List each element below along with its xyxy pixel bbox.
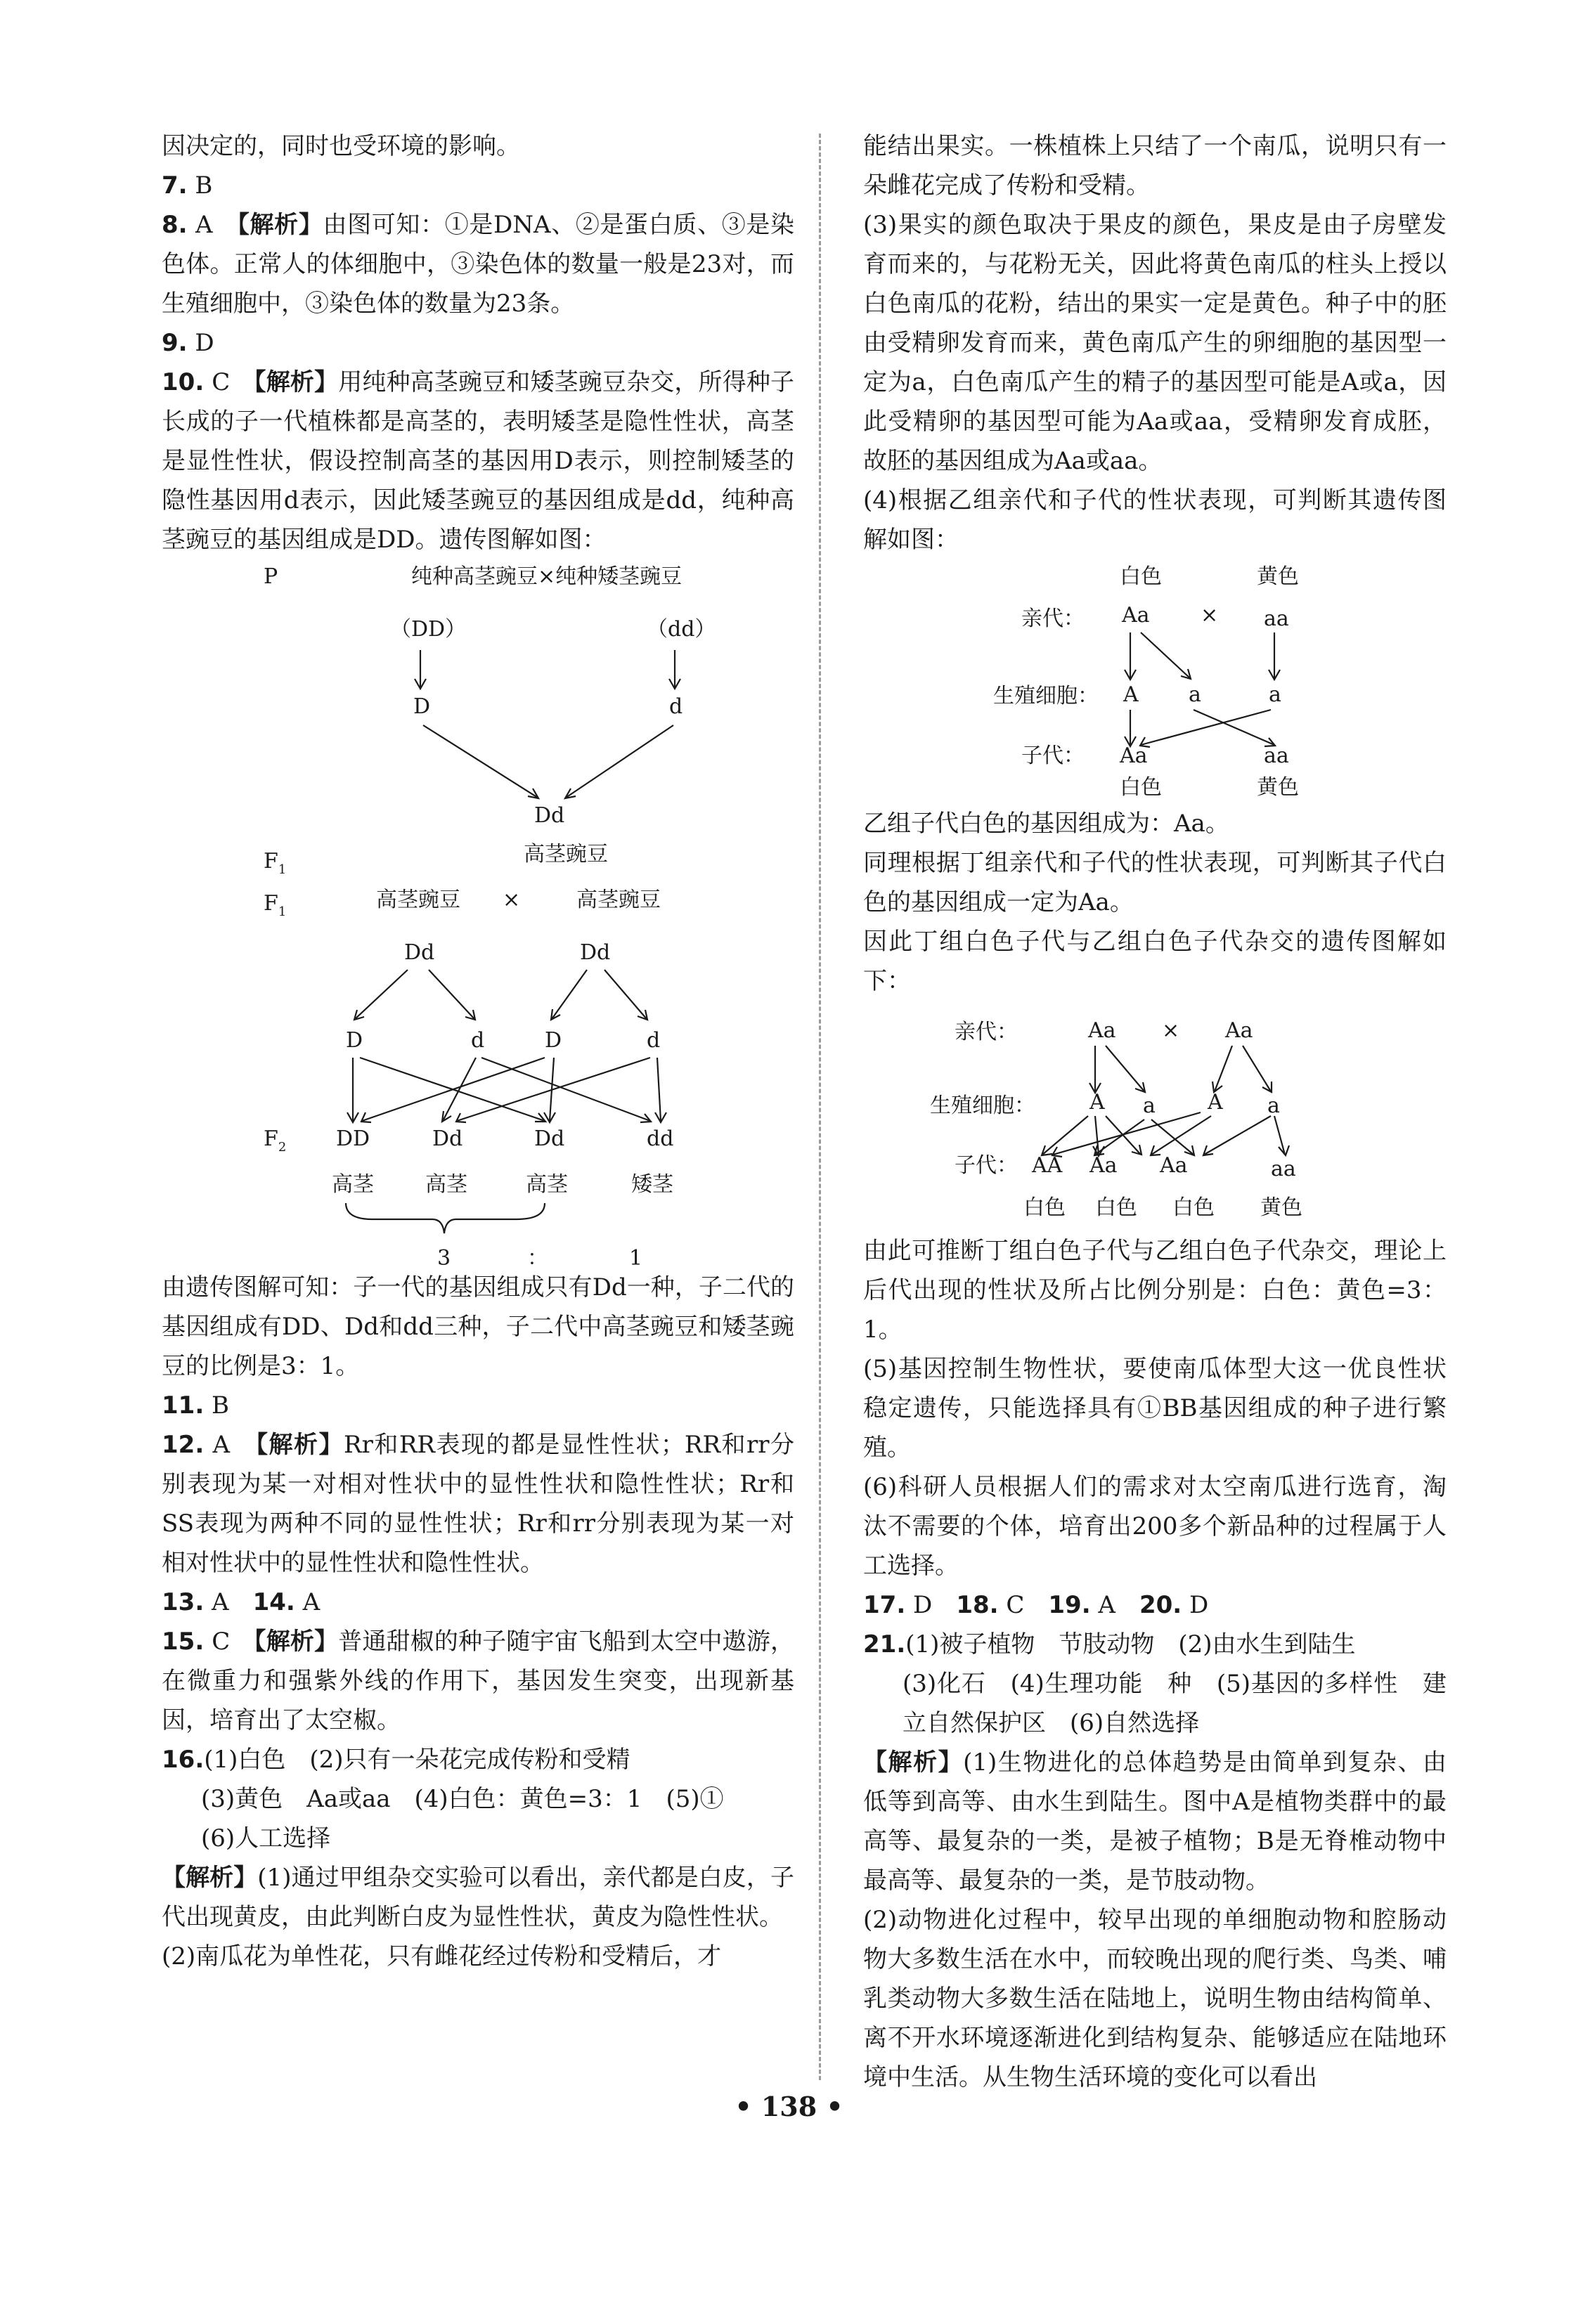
- label-f2: $F_2$: [264, 1127, 287, 1155]
- offspring-1: DD: [336, 1127, 370, 1151]
- q16-para-6: 同理根据丁组亲代和子代的性状表现，可判断其子代白色的基因组成一定为Aa。: [863, 849, 1447, 916]
- label-parent: 亲代：: [1021, 606, 1085, 631]
- f1-cross-times: ×: [503, 888, 521, 912]
- answer-12: 12. A 【解析】Rr和RR表现的都是显性性状；RR和rr分别表现为某一对相对性状中的显性性状和隐性性状；Rr和SS表现为两种不同的显性性状；Rr和rr分别表现为某一对相对性状中的显性性状和隐性性状。: [162, 1431, 795, 1577]
- answer-16: 16.(1)白色 (2)只有一朵花完成传粉和受精: [162, 1746, 630, 1774]
- offspring-aa-low: aa: [1264, 744, 1289, 768]
- offspring-aa-cap: Aa: [1120, 744, 1148, 768]
- answer-16-line2: (3)黄色 Aa或aa (4)白色：黄色=3：1 (5)①: [201, 1785, 724, 1813]
- label-offspring: 子代：: [1021, 744, 1085, 768]
- f1-parent-a: Dd: [404, 940, 435, 965]
- zygote-dd: Dd: [534, 803, 565, 828]
- label-parent-2: 亲代：: [955, 1020, 1018, 1044]
- continuation-line: 因决定的，同时也受环境的影响。: [162, 132, 520, 160]
- offspring-yellow: 黄色: [1257, 775, 1299, 800]
- column-divider: [819, 134, 821, 2080]
- ratio-colon: ：: [527, 1246, 548, 1265]
- color-2: 白色: [1095, 1195, 1137, 1220]
- f1-cross-b: 高茎豌豆: [576, 888, 661, 912]
- cross-text: 纯种高茎豌豆×纯种矮茎豌豆: [411, 564, 683, 589]
- answer-15: 15. C 【解析】普通甜椒的种子随宇宙飞船到太空中遨游，在微重力和强紫外线的作用下，基因发生突变，出现新基因，培育出了太空椒。: [162, 1628, 795, 1734]
- f1-parent-b: Dd: [580, 940, 611, 965]
- q16-para-1: 能结出果实。一株植株上只结了一个南瓜，说明只有一朵雌花完成了传粉和受精。: [863, 132, 1447, 200]
- gamete-a-low2: a: [1269, 682, 1281, 707]
- q16-explanation-1: 【解析】(1)通过甲组杂交实验可以看出，亲代都是白皮，子代出现黄皮，由此判断白皮为显性性状，黄皮为隐性性状。: [162, 1864, 794, 1931]
- answer-11: 11. B: [162, 1391, 230, 1420]
- color-3: 白色: [1172, 1195, 1215, 1220]
- parent-aa-low: aa: [1264, 606, 1289, 631]
- q16-para-8: 由此可推断丁组白色子代与乙组白色子代杂交，理论上后代出现的性状及所占比例分别是：白色：黄色=3：1。: [863, 1237, 1447, 1344]
- offspring-white: 白色: [1120, 775, 1162, 800]
- brace: [346, 1203, 545, 1233]
- answer-17-20: 17. D 18. C 19. A 20. D: [863, 1591, 1209, 1619]
- color-4: 黄色: [1260, 1195, 1302, 1220]
- f1-cross-a: 高茎豌豆: [376, 888, 460, 912]
- answer-8: 8. A 【解析】由图可知：①是DNA、②是蛋白质、③是染色体。正常人的体细胞中，③染色体的数量一般是23对，而生殖细胞中，③染色体的数量为23条。: [162, 211, 795, 318]
- answer-21-line2: (3)化石 (4)生理功能 种 (5)基因的多样性 建立自然保护区 (6)自然选择: [903, 1670, 1447, 1737]
- q16-para-5: 乙组子代白色的基因组成为：Aa。: [863, 810, 1229, 838]
- pheno-3: 高茎: [526, 1172, 568, 1197]
- pheno-4: 矮茎: [631, 1172, 673, 1197]
- q21-explanation-1: 【解析】(1)生物进化的总体趋势是由简单到复杂、由低等到高等、由水生到陆生。图中A是植物类群中的最高等、最复杂的一类，是被子植物；B是无脊椎动物中最高等、最复杂的一类，是节肢动物。: [863, 1748, 1447, 1895]
- offspring-2c: Aa: [1160, 1153, 1188, 1178]
- q16-para-3: (3)果实的颜色取决于果皮的颜色，果皮是由子房壁发育而来的，与花粉无关，因此将黄色南瓜的柱头上授以白色南瓜的花粉，结出的果实一定是黄色。种子中的胚由受精卵发育而来，黄色南瓜产生的卵细胞的基因型一定为a，白色南瓜产生的精子的基因型可能是A或a，因此受精卵的基因型可能为Aa或aa，受精卵发育成胚，故胚的基因组成为Aa或aa。: [863, 211, 1447, 475]
- label-germ: 生殖细胞：: [993, 684, 1099, 708]
- times: ×: [1201, 603, 1219, 628]
- label-p: P: [264, 564, 278, 589]
- ding-yi-cross-diagram: [863, 1004, 1447, 1228]
- q21-explanation-2: (2)动物进化过程中，较早出现的单细胞动物和腔肠动物大多数生活在水中，而较晚出现的爬行类、鸟类、哺乳类动物大多数生活在陆地上，说明生物由结构简单、离不开水环境逐渐进化到结构复杂、能够适应在陆地环境中生活。从生物生活环境的变化可以看出: [863, 1906, 1447, 2091]
- color-1: 白色: [1023, 1195, 1066, 1220]
- gamete-b1: D: [545, 1028, 562, 1053]
- q10-genetic-diagram: [162, 562, 794, 1265]
- gamete-a-low1: a: [1189, 682, 1201, 707]
- gamete-2d: a: [1267, 1093, 1280, 1118]
- answer-9: 9. D: [162, 329, 214, 357]
- f1-phenotype: 高茎豌豆: [524, 842, 608, 866]
- pheno-2: 高茎: [425, 1172, 467, 1197]
- offspring-4: dd: [647, 1127, 674, 1151]
- pheno-1: 高茎: [332, 1172, 374, 1197]
- offspring-2a: AA: [1032, 1153, 1063, 1178]
- left-column: [162, 126, 794, 1976]
- label-f1-cross: $F_1$: [264, 891, 287, 919]
- q16-para-10: (6)科研人员根据人们的需求对太空南瓜进行选育，淘汰不需要的个体，培育出200多个新品种的过程属于人工选择。: [863, 1473, 1447, 1580]
- gamete-d-cap: D: [413, 694, 431, 719]
- offspring-2d: aa: [1271, 1157, 1296, 1181]
- parent-2b: Aa: [1225, 1018, 1253, 1043]
- offspring-3: Dd: [534, 1127, 565, 1151]
- label-white: 白色: [1120, 564, 1162, 589]
- q16-para-4: (4)根据乙组亲代和子代的性状表现，可判断其遗传图解如图：: [863, 486, 1447, 554]
- parent-dd-low: （dd）: [647, 617, 716, 642]
- parent-aa-cap: Aa: [1122, 603, 1150, 628]
- gamete-2b: a: [1143, 1093, 1156, 1118]
- q16-para-9: (5)基因控制生物性状，要使南瓜体型大这一优良性状稳定遗传，只能选择具有①BB基因组成的种子进行繁殖。: [863, 1355, 1447, 1462]
- yi-group-diagram: [863, 562, 1447, 801]
- right-column: [863, 126, 1447, 2097]
- ratio-1: 1: [629, 1246, 643, 1265]
- gamete-d-low: d: [669, 694, 683, 719]
- gamete-a2: d: [471, 1028, 485, 1053]
- label-f1: $F_1$: [264, 849, 287, 877]
- gamete-2a: A: [1089, 1090, 1105, 1115]
- answer-16-line3: (6)人工选择: [201, 1824, 331, 1852]
- parent-2a: Aa: [1088, 1018, 1116, 1043]
- times-2: ×: [1162, 1018, 1180, 1043]
- label-yellow: 黄色: [1257, 564, 1299, 589]
- offspring-2: Dd: [432, 1127, 463, 1151]
- answer-7: 7. B: [162, 171, 213, 200]
- answer-13-14: 13. A 14. A: [162, 1588, 321, 1616]
- gamete-2c: A: [1208, 1090, 1223, 1115]
- label-germ-2: 生殖细胞：: [930, 1093, 1035, 1118]
- page-number: • 138 •: [735, 2091, 843, 2122]
- gamete-a1: D: [346, 1028, 363, 1053]
- label-offspring-2: 子代：: [955, 1153, 1018, 1178]
- ratio-3: 3: [437, 1246, 451, 1265]
- q16-explanation-2: (2)南瓜花为单性花，只有雌花经过传粉和受精后，才: [162, 1942, 722, 1971]
- offspring-2b: Aa: [1089, 1153, 1118, 1178]
- parent-dd-cap: （DD）: [390, 617, 467, 642]
- gamete-b2: d: [647, 1028, 661, 1053]
- q16-para-7: 因此丁组白色子代与乙组白色子代杂交的遗传图解如下：: [863, 928, 1447, 995]
- q10-conclusion: 由遗传图解可知：子一代的基因组成只有Dd一种，子二代的基因组成有DD、Dd和dd三种，子二代中高茎豌豆和矮茎豌豆的比例是3：1。: [162, 1273, 794, 1380]
- gamete-a-cap: A: [1123, 682, 1139, 707]
- answer-21: 21.(1)被子植物 节肢动物 (2)由水生到陆生: [863, 1630, 1356, 1658]
- answer-10: 10. C 【解析】用纯种高茎豌豆和矮茎豌豆杂交，所得种子长成的子一代植株都是高茎的，表明矮茎是隐性性状，高茎是显性性状，假设控制高茎的基因用D表示，则控制矮茎的隐性基因用d表示，因此矮茎豌豆的基因组成是dd，纯种高茎豌豆的基因组成是DD。遗传图解如图：: [162, 368, 795, 554]
